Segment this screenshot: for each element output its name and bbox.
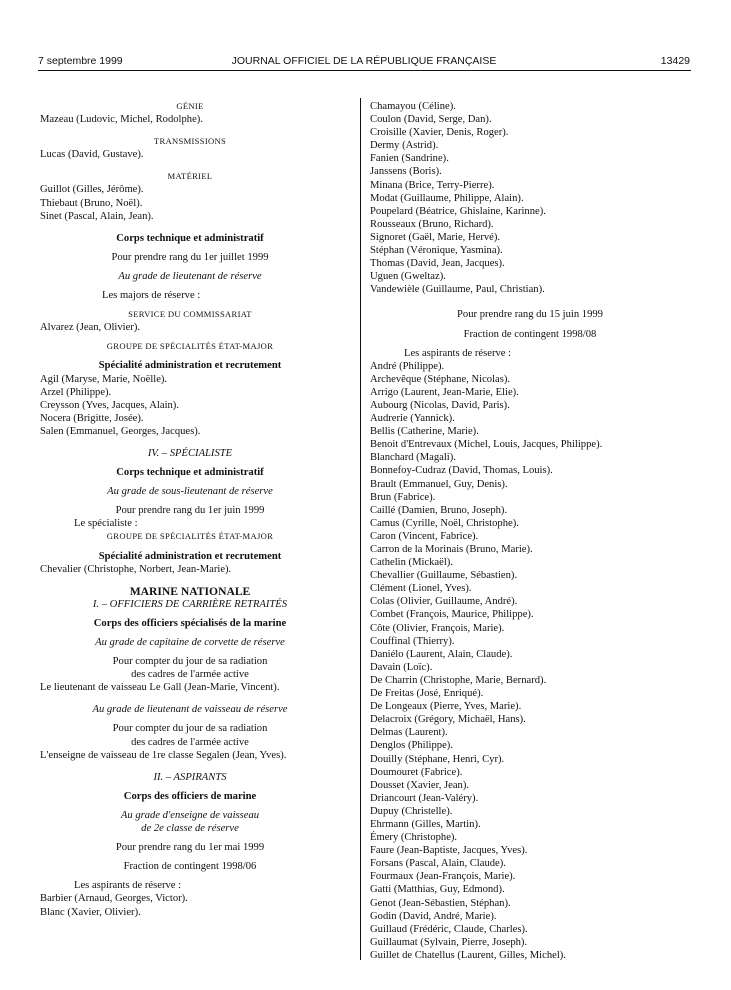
text-line: Lucas (David, Gustave). — [40, 149, 144, 161]
text-line: Camus (Cyrille, Noël, Christophe). — [370, 517, 519, 529]
text-line: Spécialité administration et recrutement — [98, 360, 282, 372]
spacer — [370, 296, 690, 308]
text-line: Fourmaux (Jean-François, Marie). — [370, 871, 516, 883]
text-line: MATÉRIEL — [167, 171, 213, 182]
text-line: Coulon (David, Serge, Dan). — [370, 114, 492, 126]
text-line: Davain (Loïc). — [370, 661, 433, 673]
text-line: Stéphan (Véronique, Yasmina). — [370, 245, 503, 257]
text-line: Delacroix (Grégory, Michaël, Hans). — [370, 714, 526, 726]
text-line: Chevallier (Guillaume, Sébastien). — [370, 570, 518, 582]
text-line: Chevalier (Christophe, Norbert, Jean-Marie). — [40, 563, 232, 575]
text-line: Au grade de capitaine de corvette de réserve — [95, 637, 285, 648]
text-line: Genot (Jean-Sébastien, Stéphan). — [370, 897, 511, 909]
text-line: Blanchard (Magali). — [370, 452, 456, 464]
text-line: Côte (Olivier, François, Marie). — [370, 622, 505, 634]
text-line: Doumouret (Fabrice). — [370, 766, 463, 778]
text-line: Le lieutenant de vaisseau Le Gall (Jean-Marie, Vincent). — [40, 682, 280, 694]
text-line: Arzel (Philippe). — [40, 386, 112, 398]
text-line: Thomas (David, Jean, Jacques). — [370, 258, 505, 270]
text-line: Barbier (Arnaud, Georges, Victor). — [40, 893, 188, 905]
text-line: Colas (Olivier, Guillaume, André). — [370, 596, 518, 608]
text-line: Au grade d'enseigne de vaisseau — [120, 809, 260, 821]
text-line: Archevêque (Stéphane, Nicolas). — [370, 373, 511, 385]
text-line: Couffinal (Thierry). — [370, 635, 455, 647]
text-line: II. – ASPIRANTS — [153, 771, 227, 783]
spacer — [40, 161, 340, 170]
text-line: Daniélo (Laurent, Alain, Claude). — [370, 648, 513, 660]
text-line: Combet (François, Maurice, Philippe). — [370, 609, 534, 621]
text-line: Forsans (Pascal, Alain, Claude). — [370, 858, 506, 870]
text-line: Blanc (Xavier, Olivier). — [40, 906, 141, 918]
text-line: Audrerie (Yannick). — [370, 413, 455, 425]
text-line: Signoret (Gaël, Marie, Hervé). — [370, 231, 501, 243]
text-line: Arrigo (Laurent, Jean-Marie, Elie). — [370, 386, 519, 398]
text-line: Thiebaut (Bruno, Noël). — [40, 197, 143, 209]
text-line: Guillet de Chatellus (Laurent, Gilles, Michel). — [370, 949, 566, 961]
text-line: I. – OFFICIERS DE CARRIÈRE RETRAITÉS — [92, 598, 288, 610]
text-line: Corps des officiers de marine — [123, 790, 257, 802]
text-line: Au grade de lieutenant de réserve — [118, 270, 262, 282]
text-line: Les aspirants de réserve : — [404, 347, 512, 359]
text-line: Les aspirants de réserve : — [74, 880, 182, 892]
text-line: Corps technique et administratif — [116, 467, 264, 479]
text-line: Pour prendre rang du 15 juin 1999 — [457, 309, 603, 321]
text-line: Creysson (Yves, Jacques, Alain). — [40, 399, 179, 411]
text-line: L'enseigne de vaisseau de 1re classe Segalen (Jean, Yves). — [40, 749, 287, 761]
text-line: Poupelard (Béatrice, Ghislaine, Karinne). — [370, 205, 546, 217]
text-line: GÉNIE — [176, 101, 204, 111]
text-line: Driancourt (Jean-Valéry). — [370, 792, 479, 804]
text-line: Dousset (Xavier, Jean). — [370, 779, 470, 791]
text-line: Uguen (Gweltaz). — [370, 271, 446, 283]
text-line: des cadres de l'armée active — [131, 736, 249, 748]
text-line: SERVICE DU COMMISSARIAT — [128, 309, 252, 320]
text-line: des cadres de l'armée active — [131, 669, 249, 681]
text-line: Guillaumat (Sylvain, Pierre, Joseph). — [370, 936, 528, 948]
text-line: Vandewièle (Guillaume, Paul, Christian). — [370, 284, 545, 296]
header-date: 7 septembre 1999 — [38, 55, 123, 67]
text-line: Carron de la Morinais (Bruno, Marie). — [370, 544, 533, 555]
header-rule — [38, 70, 691, 71]
text-line: De Longeaux (Pierre, Yves, Marie). — [370, 701, 522, 713]
page-header — [38, 55, 690, 69]
text-line: Bellis (Catherine, Marie). — [370, 426, 479, 438]
text-line: TRANSMISSIONS — [153, 136, 227, 147]
text-line: Pour compter du jour de sa radiation — [112, 723, 268, 735]
text-line: Sinet (Pascal, Alain, Jean). — [40, 210, 154, 222]
spacer — [40, 576, 340, 585]
text-line: Denglos (Philippe). — [370, 740, 453, 752]
text-line: Mazeau (Ludovic, Michel, Rodolphe). — [40, 114, 203, 126]
text-line: Cathelin (Mickaël). — [370, 557, 453, 569]
text-line: Émery (Christophe). — [370, 832, 458, 844]
text-line: Fraction de contingent 1998/08 — [463, 328, 597, 340]
text-line: André (Philippe). — [370, 360, 445, 372]
text-line: Faure (Jean-Baptiste, Jacques, Yves). — [370, 845, 528, 857]
left-column — [40, 100, 340, 919]
spacer — [40, 762, 340, 771]
spacer — [40, 223, 340, 232]
text-line: Corps technique et administratif — [116, 232, 264, 244]
header-journal-title: JOURNAL OFFICIEL DE LA RÉPUBLIQUE FRANÇAISE — [231, 55, 497, 67]
spacer — [40, 438, 340, 447]
text-line: Rousseaux (Bruno, Richard). — [370, 218, 494, 230]
spacer — [40, 694, 340, 703]
text-line: Dupuy (Christelle). — [370, 805, 453, 817]
text-line: Pour compter du jour de sa radiation — [112, 656, 268, 668]
text-line: Corps des officiers spécialisés de la marine — [93, 617, 287, 629]
text-line: Janssens (Boris). — [370, 166, 442, 178]
text-line: Guillot (Gilles, Jérôme). — [40, 184, 144, 196]
text-line: Spécialité administration et recrutement — [98, 550, 282, 562]
text-line: Fanien (Sandrine). — [370, 153, 449, 165]
text-line: MARINE NATIONALE — [129, 584, 251, 598]
text-line: Dermy (Astrid). — [370, 140, 439, 152]
text-line: GROUPE DE SPÉCIALITÉS ÉTAT-MAJOR — [106, 531, 274, 542]
text-line: Pour prendre rang du 1er juin 1999 — [115, 505, 265, 517]
text-line: Pour prendre rang du 1er mai 1999 — [115, 842, 265, 854]
text-line: Le spécialiste : — [74, 518, 138, 530]
text-line: Nocera (Brigitte, Josée). — [40, 412, 144, 424]
spacer — [40, 126, 340, 135]
right-column — [370, 100, 690, 962]
text-line: Brault (Emmanuel, Guy, Denis). — [370, 478, 508, 490]
text-line: IV. – SPÉCIALISTE — [147, 447, 233, 459]
column-divider — [360, 98, 361, 960]
text-line: Brun (Fabrice). — [370, 491, 436, 503]
text-line: Godin (David, André, Marie). — [370, 910, 497, 922]
text-line: Gatti (Matthias, Guy, Edmond). — [370, 884, 505, 896]
text-line: Au grade de lieutenant de vaisseau de réserve — [92, 704, 288, 716]
text-line: Minana (Brice, Terry-Pierre). — [370, 179, 495, 191]
text-line: Benoit d'Entrevaux (Michel, Louis, Jacques, Philippe). — [370, 439, 603, 451]
text-line: Bonnefoy-Cudraz (David, Thomas, Louis). — [370, 465, 553, 477]
text-line: Ehrmann (Gilles, Martin). — [370, 818, 481, 830]
text-line: Les majors de réserve : — [102, 290, 201, 302]
text-line: Aubourg (Nicolas, David, Paris). — [370, 399, 510, 411]
text-line: Caron (Vincent, Fabrice). — [370, 530, 479, 542]
text-line: Fraction de contingent 1998/06 — [123, 861, 257, 873]
header-page-number: 13429 — [660, 55, 690, 67]
text-line: Salen (Emmanuel, Georges, Jacques). — [40, 425, 201, 437]
text-line: Delmas (Laurent). — [370, 727, 448, 739]
text-line: De Freitas (José, Enriqué). — [370, 688, 484, 700]
text-line: Modat (Guillaume, Philippe, Alain). — [370, 192, 524, 204]
text-line: de 2e classe de réserve — [141, 823, 239, 835]
text-line: Croisille (Xavier, Denis, Roger). — [370, 127, 509, 139]
text-line: Caillé (Damien, Bruno, Joseph). — [370, 504, 508, 516]
text-line: Chamayou (Céline). — [370, 101, 456, 112]
text-line: Alvarez (Jean, Olivier). — [40, 322, 141, 334]
text-line: De Charrin (Christophe, Marie, Bernard). — [370, 674, 547, 686]
text-line: Clément (Lionel, Yves). — [370, 583, 472, 595]
text-line: GROUPE DE SPÉCIALITÉS ÉTAT-MAJOR — [106, 341, 274, 352]
text-line: Au grade de sous-lieutenant de réserve — [107, 486, 273, 498]
text-line: Douilly (Stéphane, Henri, Cyr). — [370, 753, 505, 765]
text-line: Pour prendre rang du 1er juillet 1999 — [111, 251, 269, 263]
text-line: Guillaud (Frédéric, Claude, Charles). — [370, 923, 528, 935]
text-line: Agil (Maryse, Marie, Noëlle). — [40, 373, 168, 385]
